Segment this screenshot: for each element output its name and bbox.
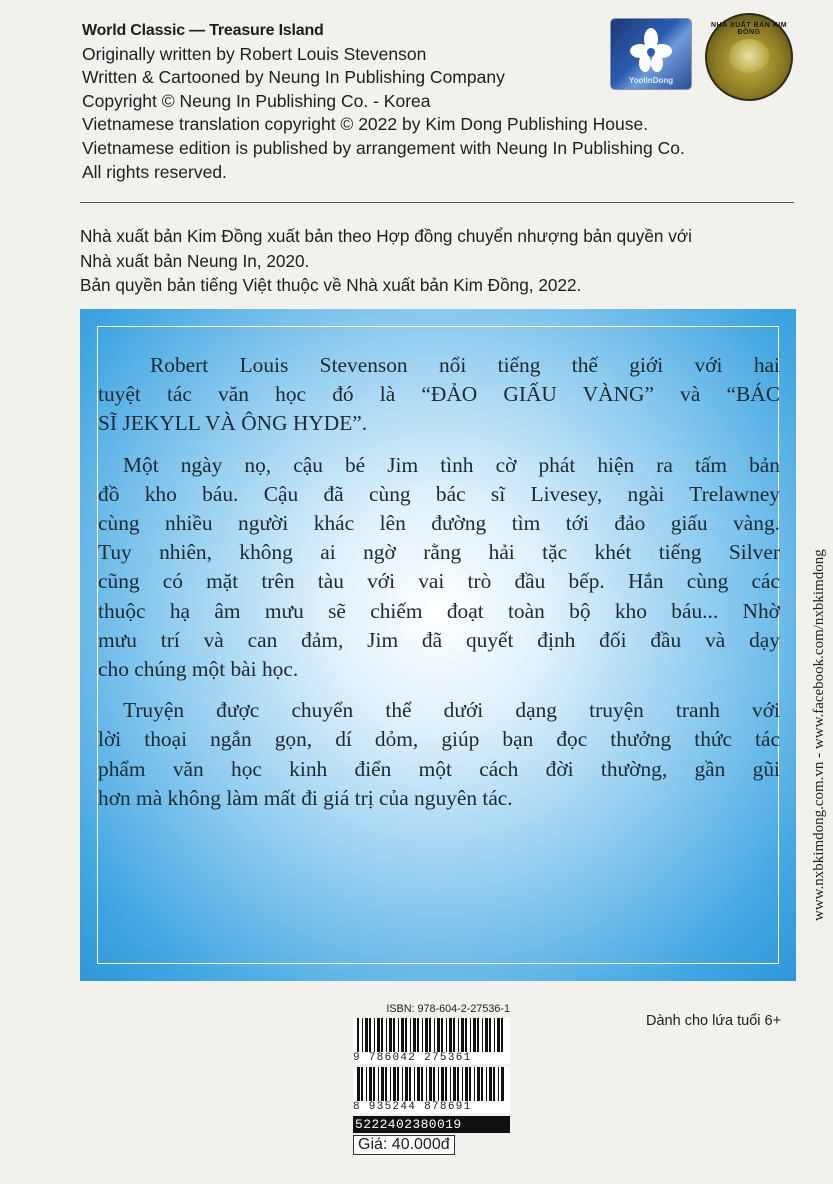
- barcode-bar: [438, 1067, 439, 1101]
- blurb-line: thuộc hạ âm mưu sẽ chiếm đoạt toàn bộ kho báu... Nhờ: [98, 598, 780, 623]
- blurb-line: SĨ JEKYLL VÀ ÔNG HYDE”.: [98, 411, 368, 436]
- barcode-bar: [365, 1018, 368, 1052]
- barcode-bar: [410, 1018, 411, 1052]
- barcode-bar: [361, 1067, 363, 1101]
- blurb-line: Robert Louis Stevenson nổi tiếng thế giới với hai: [150, 353, 780, 377]
- blurb-line: Một ngày nọ, cậu bé Jim tình cờ phát hiện ra tấm bản: [123, 452, 780, 477]
- barcode-bar: [498, 1067, 499, 1101]
- isbn-barcode: [353, 1018, 510, 1052]
- price-label: Giá: 40.000đ: [353, 1135, 455, 1155]
- publisher-hologram-logo: [610, 18, 692, 90]
- barcode-bar: [421, 1067, 423, 1101]
- barcode-bar: [374, 1018, 375, 1052]
- note-line: Bản quyền bản tiếng Việt thuộc về Nhà xuất bản Kim Đồng, 2022.: [80, 275, 582, 295]
- barcode-bar: [473, 1018, 476, 1052]
- barcode-bar: [426, 1067, 427, 1101]
- product-code: 5222402380019: [353, 1116, 510, 1133]
- logo-brand-text: YoolinDong: [628, 76, 674, 85]
- blurb-line: lời thoại ngắn gọn, dí dỏm, giúp bạn đọc thưởng thức tác: [98, 727, 780, 752]
- barcode-bar: [417, 1018, 419, 1052]
- barcode-digits: 9 786042 275361: [353, 1052, 510, 1064]
- barcode-bar: [429, 1018, 431, 1052]
- credit-line: Vietnamese edition is published by arrangement with Neung In Publishing Co.: [82, 137, 685, 158]
- barcode-bar: [409, 1067, 411, 1101]
- flower-icon: [629, 27, 673, 73]
- age-rating: Dành cho lứa tuổi 6+: [646, 1013, 782, 1029]
- note-line: Nhà xuất bản Kim Đồng xuất bản theo Hợp đồng chuyển nhượng bản quyền với: [80, 226, 692, 246]
- note-line: Nhà xuất bản Neung In, 2020.: [80, 250, 310, 271]
- barcode-bar: [485, 1018, 488, 1052]
- barcode-bar: [369, 1018, 371, 1052]
- barcode-bar: [405, 1067, 408, 1101]
- barcode-bar: [470, 1018, 471, 1052]
- barcode-digits: 8 935244 878691: [353, 1101, 510, 1113]
- barcode-bar: [449, 1018, 452, 1052]
- barcode-bar: [397, 1067, 399, 1101]
- vietnamese-copyright-note: [80, 224, 692, 298]
- blurb-line: Tuy nhiên, không ai ngờ rằng hải tặc khét tiếng Silver: [98, 540, 780, 565]
- barcode-bar: [381, 1067, 384, 1101]
- barcode-bar: [378, 1067, 379, 1101]
- barcode-bar: [482, 1018, 483, 1052]
- barcode-bar: [398, 1018, 399, 1052]
- barcode-bar: [458, 1018, 459, 1052]
- blurb-line: mưu trí và can đảm, Jim đã quyết định đối đầu và dạy: [98, 627, 780, 652]
- seal-emblem-icon: [729, 39, 769, 73]
- barcode-bar: [441, 1018, 443, 1052]
- barcode-bar: [425, 1018, 428, 1052]
- credit-line: Originally written by Robert Louis Stevenson: [82, 43, 427, 64]
- series-title: World Classic — Treasure Island: [82, 22, 324, 39]
- barcode-bar: [369, 1067, 372, 1101]
- barcode-bar: [385, 1067, 387, 1101]
- blurb-line: tuyệt tác văn học đó là “ĐẢO GIẤU VÀNG” và “BÁC: [98, 382, 780, 407]
- credits-block: [82, 19, 685, 184]
- blurb-text: [98, 351, 780, 825]
- credit-line: Vietnamese translation copyright © 2022 by Kim Dong Publishing House.: [82, 114, 649, 135]
- barcode-bar: [494, 1018, 495, 1052]
- kim-dong-seal-logo: [705, 13, 793, 101]
- blurb-line: cho chúng một bài học.: [98, 657, 299, 682]
- barcode-bar: [405, 1018, 407, 1052]
- barcode-bar: [362, 1018, 363, 1052]
- barcode-bar: [414, 1067, 415, 1101]
- barcode-bar: [465, 1018, 467, 1052]
- barcode-bar: [446, 1018, 447, 1052]
- blurb-line: hơn mà không làm mất đi giá trị của nguyên tác.: [98, 785, 513, 810]
- barcode-bar: [357, 1018, 359, 1052]
- barcode-bar: [393, 1018, 395, 1052]
- barcode-bar: [477, 1018, 479, 1052]
- barcode-bar: [489, 1067, 492, 1101]
- isbn-block: [353, 1003, 510, 1155]
- barcode-bar: [493, 1067, 495, 1101]
- blurb-line: cùng nhiều người khác lên đường tìm tới đảo giấu vàng.: [98, 511, 780, 536]
- barcode-bar: [457, 1067, 459, 1101]
- barcode-bar: [381, 1018, 383, 1052]
- barcode-bar: [477, 1067, 480, 1101]
- blurb-line: Truyện được chuyển thể dưới dạng truyện tranh với: [123, 698, 780, 723]
- barcode-bar: [450, 1067, 451, 1101]
- barcode-bar: [445, 1067, 447, 1101]
- barcode-bar: [501, 1018, 503, 1052]
- credit-line: Copyright © Neung In Publishing Co. - Korea: [82, 90, 431, 111]
- barcode-bar: [401, 1018, 404, 1052]
- blurb-paragraph: [98, 451, 780, 685]
- barcode-bar: [486, 1067, 487, 1101]
- blurb-paragraph: [98, 696, 780, 813]
- barcode-bar: [474, 1067, 475, 1101]
- barcode-bar: [453, 1067, 456, 1101]
- barcode-bar: [462, 1067, 463, 1101]
- barcode-bar: [461, 1018, 464, 1052]
- seal-text: NHÀ XUẤT BẢN KIM ĐỒNG: [710, 22, 788, 36]
- website-side-text: www.nxbkimdong.com.vn - www.facebook.com/nxbkimdong: [811, 549, 827, 921]
- barcode-bar: [389, 1018, 392, 1052]
- blurb-paragraph: [98, 351, 780, 439]
- barcode-bar: [441, 1067, 444, 1101]
- barcode-bar: [402, 1067, 403, 1101]
- barcode-bar: [489, 1018, 491, 1052]
- product-barcode: [353, 1067, 510, 1101]
- barcode-bar: [465, 1067, 468, 1101]
- blurb-line: phẩm văn học kinh điển một cách đời thường, gần gũi: [98, 756, 780, 781]
- barcode-bar: [422, 1018, 423, 1052]
- barcode-bar: [453, 1018, 455, 1052]
- barcode-bar: [429, 1067, 432, 1101]
- barcode-bar: [390, 1067, 391, 1101]
- barcode-bar: [497, 1018, 500, 1052]
- blurb-line: đồ kho báu. Cậu đã cùng bác sĩ Livesey, ngài Trelawney: [98, 481, 780, 506]
- barcode-bar: [417, 1067, 420, 1101]
- barcode-bar: [413, 1018, 416, 1052]
- blurb-line: cũng có mặt trên tàu với vai trò đầu bếp. Hắn cùng các: [98, 569, 780, 594]
- barcode-bar: [434, 1018, 435, 1052]
- barcode-bar: [501, 1067, 504, 1101]
- barcode-bar: [481, 1067, 483, 1101]
- barcode-bar: [386, 1018, 387, 1052]
- credit-line: Written & Cartooned by Neung In Publishing Company: [82, 67, 505, 88]
- barcode-bar: [377, 1018, 380, 1052]
- barcode-bar: [366, 1067, 367, 1101]
- barcode-bar: [357, 1067, 360, 1101]
- barcode-bar: [393, 1067, 396, 1101]
- barcode-bar: [469, 1067, 471, 1101]
- barcode-bar: [437, 1018, 440, 1052]
- credit-line: All rights reserved.: [82, 161, 227, 182]
- divider: [80, 202, 794, 203]
- isbn-label: ISBN: 978-604-2-27536-1: [386, 1003, 510, 1015]
- barcode-bar: [373, 1067, 375, 1101]
- barcode-bar: [433, 1067, 435, 1101]
